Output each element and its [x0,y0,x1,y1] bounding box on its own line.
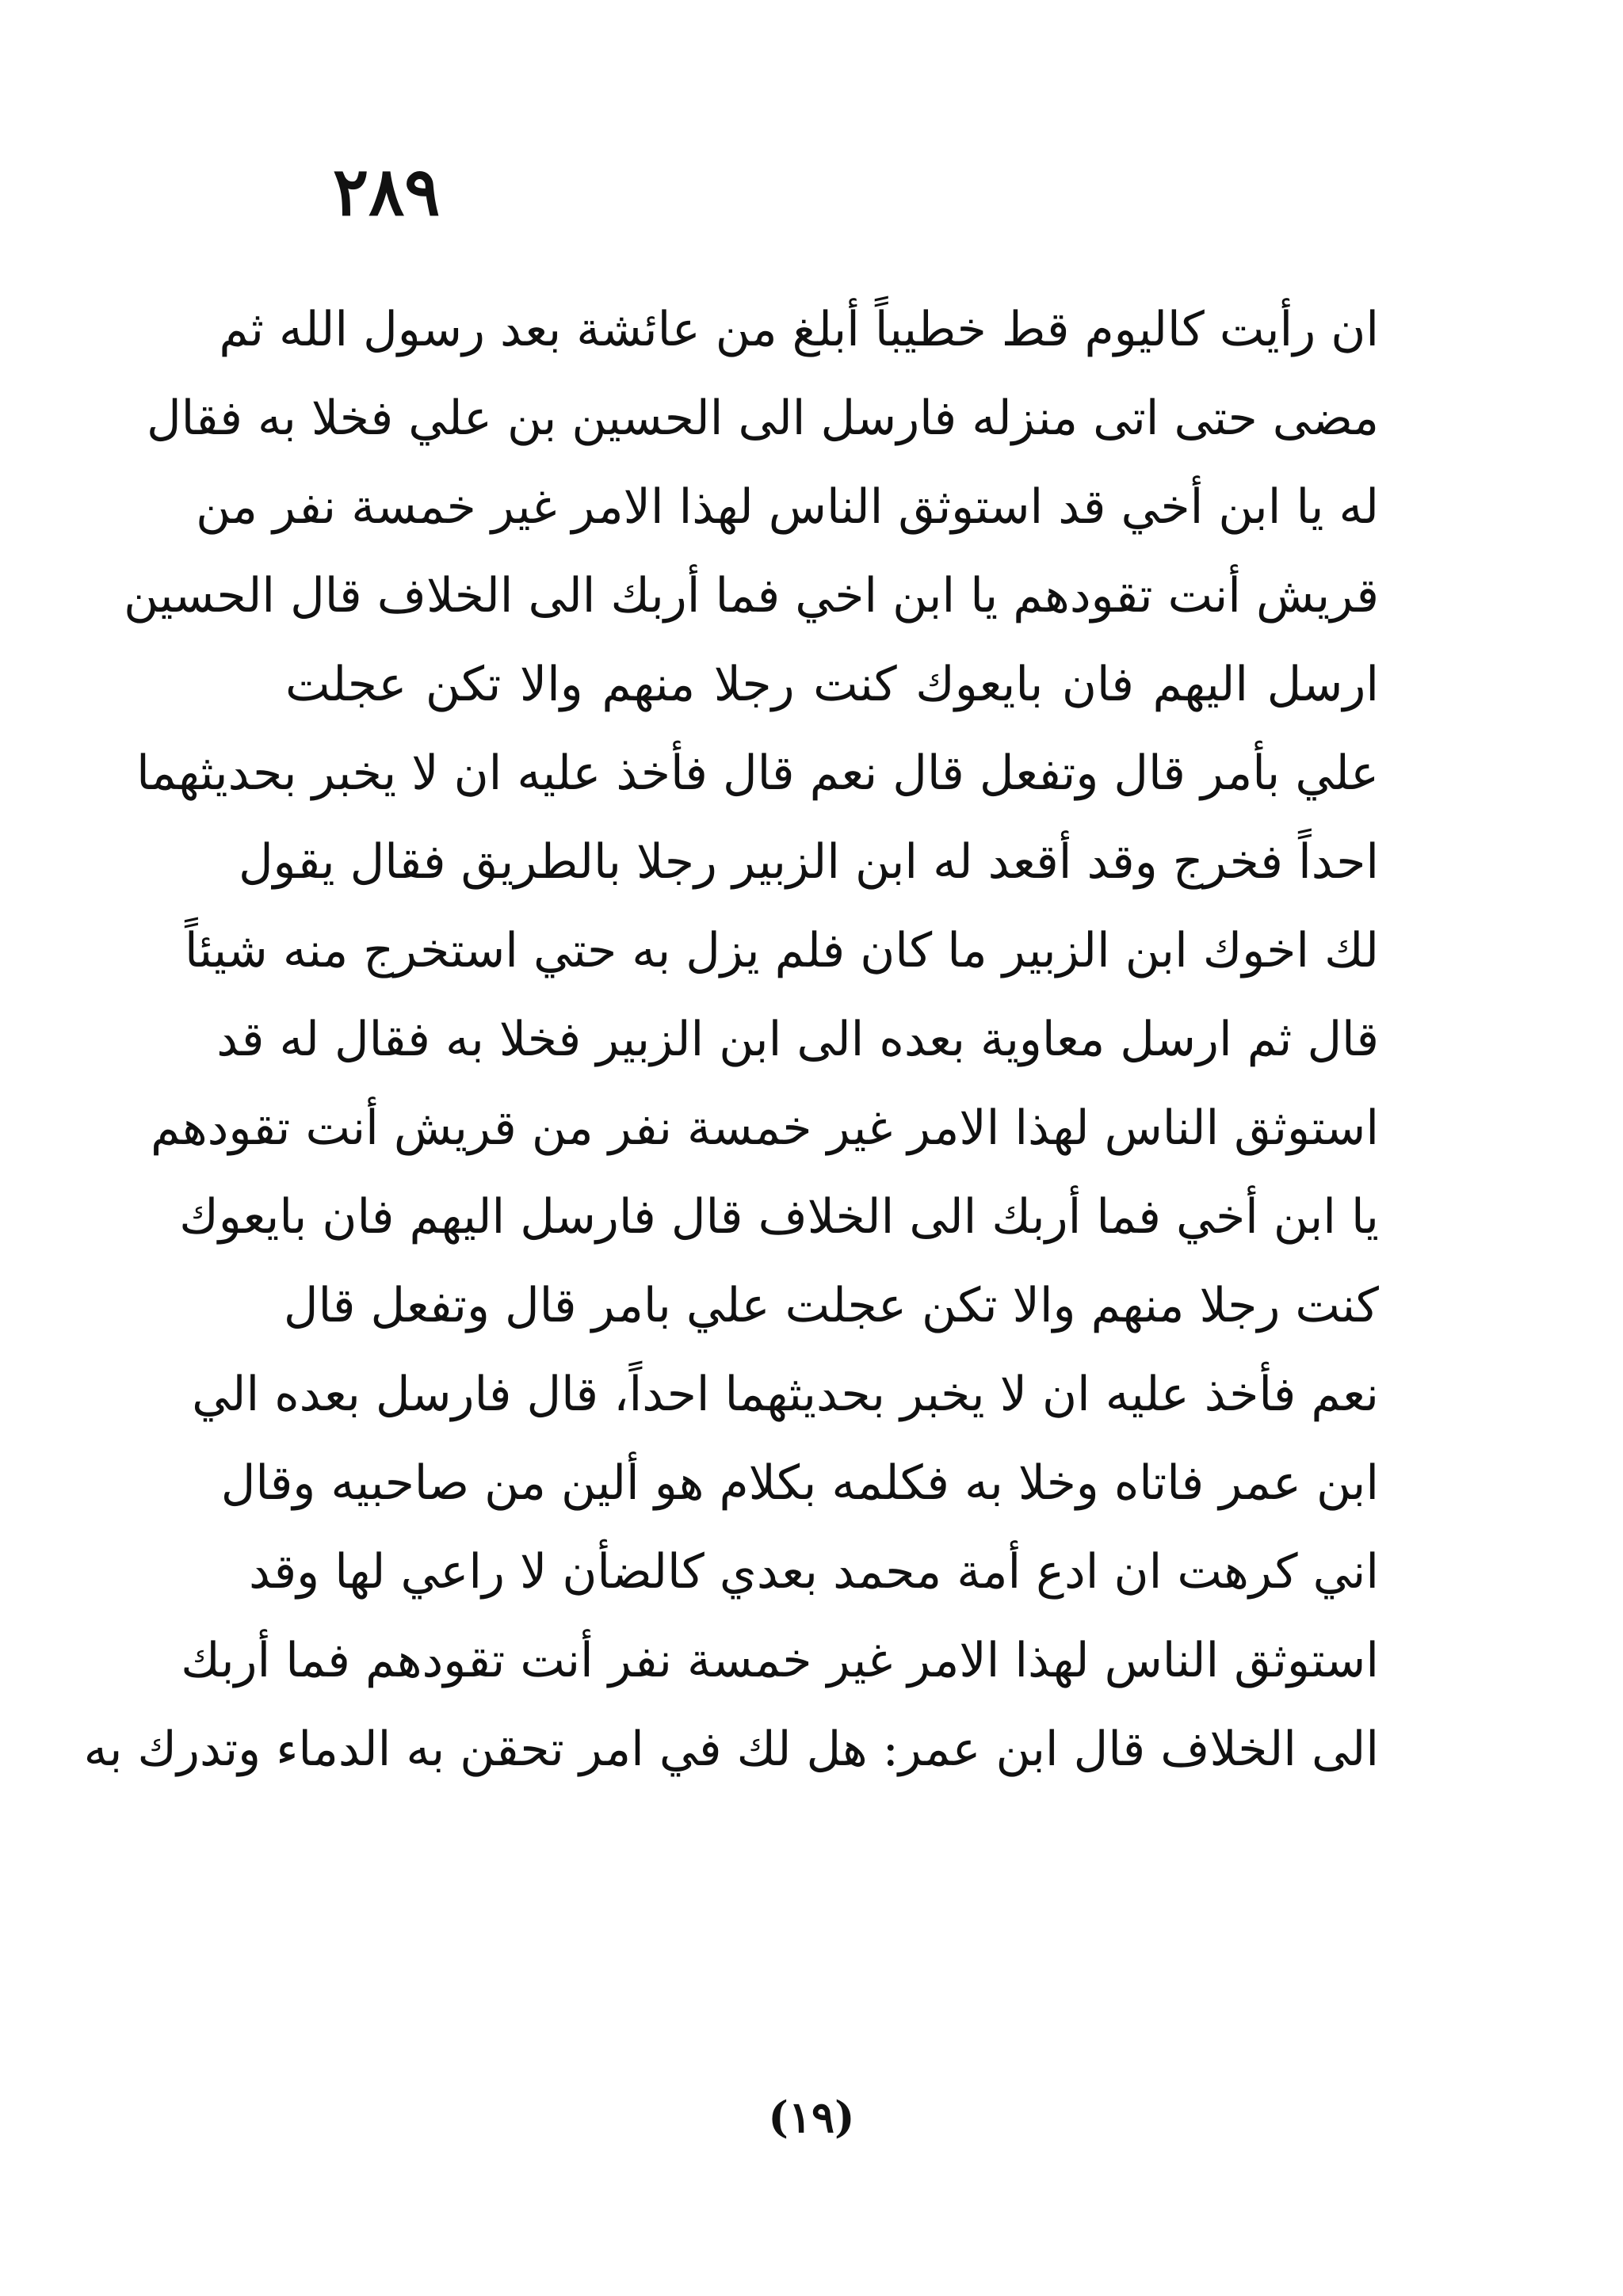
text-line: ارسل اليهم فان بايعوك كنت رجلا منهم والا تكن عجلت [285,657,1379,712]
page-number: ٢٨٩ [333,152,441,231]
text-line: مضى حتى اتى منزله فارسل الى الحسين بن علي فخلا به فقال [147,391,1379,446]
text-line: قريش أنت تقودهم يا ابن اخي فما أربك الى الخلاف قال الحسين [124,568,1379,624]
text-line: يا ابن أخي فما أربك الى الخلاف قال فارسل اليهم فان بايعوك [179,1189,1379,1245]
text-line: ابن عمر فاتاه وخلا به فكلمه بكلام هو ألين من صاحبيه وقال [220,1455,1379,1511]
text-line: قال ثم ارسل معاوية بعده الى ابن الزبير فخلا به فقال له قد [216,1012,1379,1067]
text-line: علي بأمر قال وتفعل قال نعم قال فأخذ عليه ان لا يخبر بحديثهما [136,746,1379,801]
text-line: لك اخوك ابن الزبير ما كان فلم يزل به حتي استخرج منه شيئاً [184,923,1379,978]
text-line: له يا ابن أخي قد استوثق الناس لهذا الامر غير خمسة نفر من [196,479,1379,535]
footer-signature-number: (١٩) [768,2092,855,2142]
text-line: كنت رجلا منهم والا تكن عجلت علي بامر قال وتفعل قال [283,1278,1379,1333]
text-line: استوثق الناس لهذا الامر غير خمسة نفر أنت تقودهم فما أربك [181,1633,1379,1688]
text-line: احداً فخرج وقد أقعد له ابن الزبير رجلا بالطريق فقال يقول [238,834,1379,890]
text-line: ان رأيت كاليوم قط خطيباً أبلغ من عائشة بعد رسول الله ثم [219,302,1379,357]
body-text [83,285,1379,1794]
text-line: اني كرهت ان ادع أمة محمد بعدي كالضأن لا راعي لها وقد [249,1544,1379,1600]
text-line: استوثق الناس لهذا الامر غير خمسة نفر من قريش أنت تقودهم [151,1100,1379,1156]
text-line: الى الخلاف قال ابن عمر: هل لك في امر تحقن به الدماء وتدرك به [83,1722,1379,1777]
text-line: نعم فأخذ عليه ان لا يخبر بحديثهما احداً، قال فارسل بعده الي [192,1367,1379,1422]
